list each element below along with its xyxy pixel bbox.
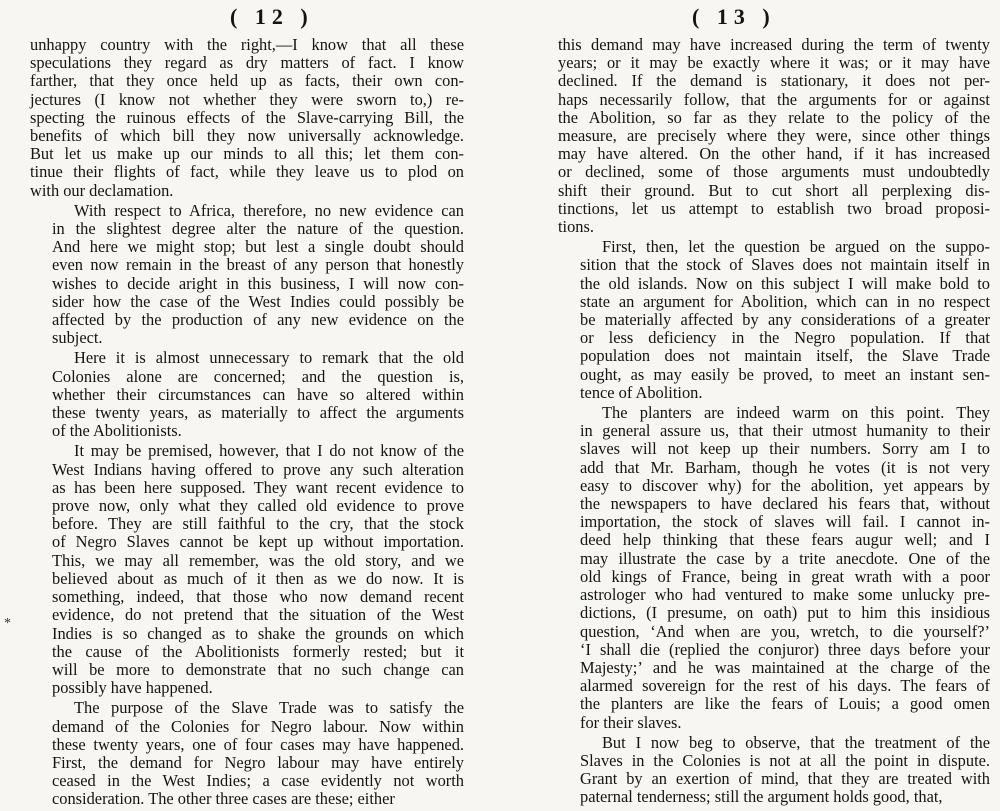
text-line: will be more to demonstrate that no such change can (52, 659, 464, 679)
text-line: slaves will not keep up their numbers. Sorry am I to (580, 439, 990, 459)
text-line: the planters are like the fears of Louis; a good omen (580, 694, 990, 714)
paragraph (558, 404, 990, 732)
text-line: ought, as may easily be proved, to meet an instant sen- (580, 364, 990, 384)
text-line: of Negro Slaves cannot be kept up without importation. (52, 532, 464, 552)
text-line: something, indeed, that those who now demand recent (52, 587, 464, 607)
text-line: the Abolition, so far as they relate to the policy of the (558, 107, 990, 127)
text-line: be materially affected by any considerations of a greater (580, 310, 990, 330)
text-line: in general assure us, that their utmost humanity to their (580, 421, 990, 441)
text-line: But let us make up our minds to all this; let them con- (30, 144, 464, 164)
text-line: of the Abolitionists. (52, 421, 182, 441)
text-line: haps necessarily follow, that the arguments for or against (558, 89, 990, 109)
text-line: Slaves in the Colonies is not at all the point in dispute. (580, 750, 990, 770)
text-line: population does not maintain itself, the Slave Trade (580, 346, 990, 366)
text-line: unhappy country with the right,—I know that all these (30, 35, 464, 54)
text-line: or less deficiency in the Negro population. If that (580, 328, 990, 348)
right-page-text (558, 36, 990, 809)
text-line: years; or it may be exactly where it was; or it may have (558, 53, 990, 73)
text-line: But I now beg to observe, that the treatment of the (602, 732, 990, 752)
text-line: farther, that they once held up as facts, their own con- (30, 71, 464, 91)
text-line: wishes to decide aright in this business, I will now con- (52, 273, 464, 293)
text-line: evidence, do not pretend that the situation of the West (52, 605, 464, 625)
text-line: Indies is so changed as to shake the grounds on which (52, 623, 464, 643)
text-line: the cause of the Abolitionists formerly rested; but it (52, 641, 464, 661)
text-line: Colonies alone are concerned; and the question is, (52, 366, 464, 386)
text-line: for their slaves. (580, 712, 682, 732)
text-line: subject. (52, 328, 103, 348)
left-page (0, 0, 500, 810)
text-line: deed help thinking that these fears augur well; and I (580, 530, 990, 550)
right-page-number: ( 13 ) (692, 4, 776, 29)
text-line: state an argument for Abolition, which can in no respect (580, 291, 990, 311)
text-line: dictions, (I presume, on oath) put to him this insidious (580, 603, 990, 623)
text-line: astrologer who had ventured to make some unlucky pre- (580, 585, 990, 605)
paragraph (558, 36, 990, 236)
text-line: ‘I shall die (replied the conjuror) three days before your (580, 639, 990, 659)
text-line: as has been here supposed. They want recent evidence to (52, 477, 464, 497)
text-line: possibly have happened. (52, 678, 213, 698)
text-line: easy to discover why) for the abolition, yet appears by (580, 475, 990, 495)
paragraph (30, 349, 464, 440)
text-line: the newspapers to have declared his fears that, without (580, 494, 990, 514)
text-line: add that Mr. Barham, though he votes (it is not very (580, 457, 990, 477)
left-page-number: ( 12 ) (230, 4, 314, 29)
text-line: even now remain in the breast of any person that honestly (52, 255, 464, 275)
text-line: West Indians having offered to prove any such alteration (52, 459, 464, 479)
text-line: prove now, only what they called old evidence to prove (52, 496, 464, 516)
text-line: speculations they regard as dry matters of fact. I know (30, 53, 464, 73)
text-line: benefits of which bill they now universally acknowledge. (30, 126, 464, 146)
text-line: sition that the stock of Slaves does not maintain itself in (580, 255, 990, 275)
text-line: Majesty;’ and he was maintained at the charge of the (580, 657, 990, 677)
text-line: demand of the Colonies for Negro labour. Now within (52, 716, 464, 736)
text-line: tence of Abolition. (580, 382, 703, 402)
text-line: And here we might stop; but lest a single doubt should (52, 237, 464, 257)
text-line: paternal tenderness; still the argument holds good, that, (580, 787, 943, 807)
text-line: First, then, let the question be argued on the suppo- (602, 237, 990, 257)
text-line: whether their circumstances can have so altered within (52, 384, 464, 404)
text-line: with our declamation. (30, 180, 174, 200)
text-line: believed about as much of it then as we do now. It is (52, 568, 464, 588)
text-line: question, ‘And when are you, wretch, to die yourself?’ (580, 621, 990, 641)
paragraph (30, 36, 464, 200)
paragraph (558, 238, 990, 402)
text-line: alarmed sovereign for the rest of his days. The fears of (580, 676, 990, 696)
text-line: Grant by an exertion of mind, that they are treated with (580, 769, 990, 789)
text-line: The planters are indeed warm on this point. They (602, 403, 990, 423)
text-line: jectures (I know not whether they were sworn to,) re- (30, 89, 464, 109)
text-line: or declined, some of those arguments must undoubtedly (558, 162, 990, 182)
text-line: these twenty years, as materially to affect the arguments (52, 403, 464, 423)
paragraph (30, 442, 464, 697)
text-line: the old islands. Now on this subject I will make bold to (580, 273, 990, 293)
text-line: tinctions, let us attempt to establish two broad proposi- (558, 198, 990, 218)
text-line: It may be premised, however, that I do not know of the (74, 441, 464, 461)
text-line: measure, are precisely where they were, since other things (558, 126, 990, 146)
right-page (540, 0, 1000, 810)
text-line: ceased in the West Indies; a case evidently not worth (52, 771, 464, 791)
text-line: declined. If the demand is stationary, it does not per- (558, 71, 990, 91)
text-line: this demand may have increased during the term of twenty (558, 35, 990, 54)
text-line: shift their ground. But to cut short all perplexing dis- (558, 180, 990, 200)
text-line: affected by the production of any new evidence on the (52, 310, 464, 330)
text-line: these twenty years, one of four cases may have happened. (52, 734, 464, 754)
text-line: sider how the case of the West Indies could possibly be (52, 291, 464, 311)
text-line: specting the ruinous effects of the Slave-carrying Bill, the (30, 107, 464, 127)
text-line: With respect to Africa, therefore, no new evidence can (74, 200, 464, 220)
text-line: tinue their flights of fact, while they leave us to plod on (30, 162, 464, 182)
text-line: tions. (558, 217, 594, 237)
text-line: consideration. The other three cases are these; either (52, 789, 395, 809)
text-line: in the slightest degree alter the nature of the question. (52, 219, 464, 239)
text-line: before. They are still faithful to the cry, that the stock (52, 514, 464, 534)
text-line: may illustrate the case by a trite anecdote. One of the (580, 548, 990, 568)
text-line: old kings of France, being in great wrath with a poor (580, 566, 990, 586)
margin-mark: * (4, 616, 11, 631)
paragraph (558, 734, 990, 807)
text-line: The purpose of the Slave Trade was to satisfy the (74, 698, 464, 718)
text-line: Here it is almost unnecessary to remark that the old (74, 348, 464, 368)
text-line: First, the demand for Negro labour may have entirely (52, 752, 464, 772)
text-line: importation, the stock of slaves will fail. I cannot in- (580, 512, 990, 532)
text-line: may have altered. On the other hand, if it has increased (558, 144, 990, 164)
text-line: This, we may all remember, was the old story, and we (52, 550, 464, 570)
paragraph (30, 202, 464, 348)
paragraph (30, 699, 464, 808)
left-page-text (30, 36, 464, 811)
